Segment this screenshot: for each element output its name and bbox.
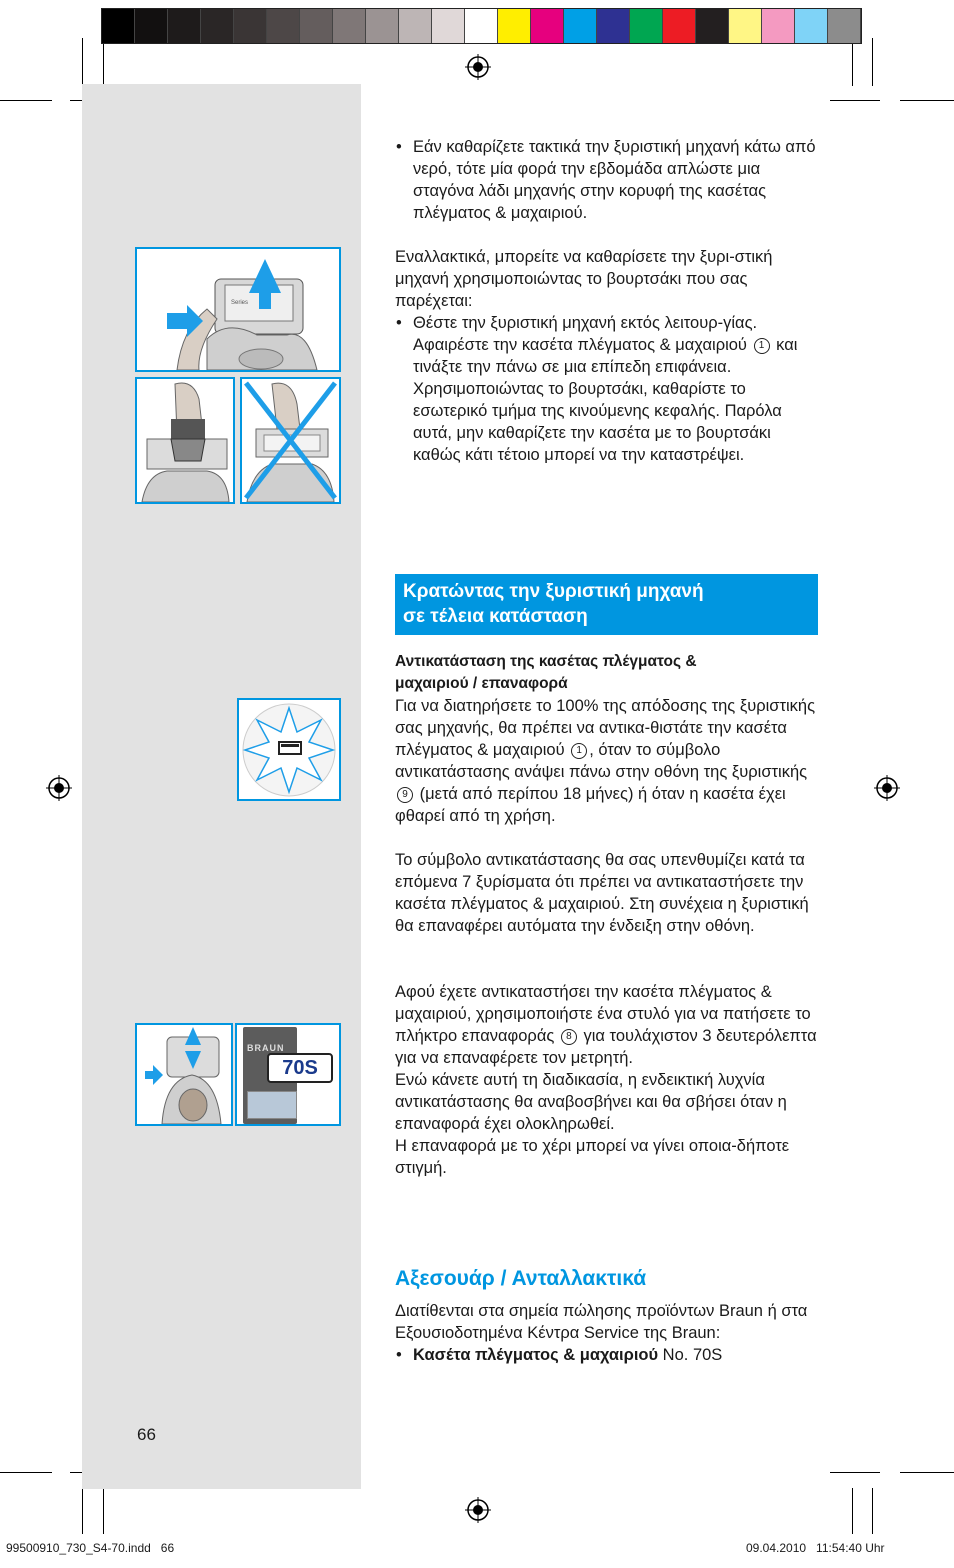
reference-number: 1 bbox=[571, 743, 587, 759]
color-swatch bbox=[300, 9, 333, 43]
series-label: Series bbox=[231, 300, 249, 306]
registration-mark-icon bbox=[46, 775, 72, 801]
footer-timestamp: 09.04.2010 11:54:40 Uhr bbox=[746, 1541, 885, 1555]
crop-mark bbox=[0, 100, 52, 101]
paragraph: Εναλλακτικά, μπορείτε να καθαρίσετε την ξυρι-στική μηχανή χρησιμοποιώντας το βουρτσάκι που σας παρέχεται: bbox=[395, 248, 773, 310]
list-item bbox=[395, 1344, 818, 1366]
list-item bbox=[395, 312, 818, 466]
color-swatch bbox=[564, 9, 597, 43]
color-swatch bbox=[531, 9, 564, 43]
subheading-line: μαχαιριού / επαναφορά bbox=[395, 675, 568, 692]
text: (μετά από περίπου 18 μήνες) ή όταν η κασέτα έχει φθαρεί από τη χρήση. bbox=[395, 785, 786, 825]
reference-number: 1 bbox=[754, 338, 770, 354]
figure-replacement-symbol bbox=[237, 698, 341, 801]
color-swatch bbox=[828, 9, 861, 43]
list-item: • Εάν καθαρίζετε τακτικά την ξυριστική μηχανή κάτω από νερό, τότε μία φορά την εβδομάδα απλώστε μια σταγόνα λάδι μηχανής στην κορυφή της κασέτας πλέγματος & μαχαιριού. bbox=[395, 136, 818, 224]
color-swatch bbox=[201, 9, 234, 43]
crop-mark bbox=[82, 1488, 83, 1534]
crop-mark bbox=[852, 38, 853, 86]
text: Για να διατηρήσετε το 100% της απόδοσης της ξυριστικής σας μηχανής, θα πρέπει να αντικα-θιστάτε την κασέτα πλέγματος & μαχαιριού bbox=[395, 697, 816, 759]
crop-mark bbox=[103, 1488, 104, 1534]
item-number: No. 70S bbox=[658, 1346, 723, 1364]
print-color-bar bbox=[101, 8, 862, 44]
registration-mark-icon bbox=[465, 1497, 491, 1523]
brush-illustration-icon bbox=[137, 379, 233, 502]
figure-do-not-brush bbox=[240, 377, 341, 504]
color-swatch bbox=[729, 9, 762, 43]
crop-mark bbox=[103, 38, 104, 86]
accessories-block bbox=[395, 1300, 818, 1366]
color-swatch bbox=[102, 9, 135, 43]
text: Θέστε την ξυριστική μηχανή εκτός λειτουρ-γίας. Αφαιρέστε την κασέτα πλέγματος & μαχαιριού bbox=[413, 314, 758, 354]
footer-file-info: 99500910_730_S4-70.indd 66 bbox=[6, 1541, 175, 1555]
figure-remove-cassette bbox=[135, 247, 341, 372]
figure-brush-cleaning bbox=[135, 377, 235, 504]
brand-logo: BRAUN bbox=[247, 1043, 285, 1053]
intro-block bbox=[395, 136, 818, 466]
color-swatch bbox=[795, 9, 828, 43]
reference-number: 9 bbox=[397, 787, 413, 803]
subheading bbox=[395, 651, 818, 695]
package-label: 70S bbox=[267, 1053, 333, 1083]
color-swatch bbox=[399, 9, 432, 43]
color-swatch bbox=[465, 9, 498, 43]
replacement-symbol-icon bbox=[239, 700, 339, 799]
paragraph: Η επαναφορά με το χέρι μπορεί να γίνει οποια-δήποτε στιγμή. bbox=[395, 1137, 790, 1177]
crop-mark bbox=[830, 100, 880, 101]
shaver-illustration-icon bbox=[137, 249, 339, 370]
color-swatch bbox=[267, 9, 300, 43]
color-swatch bbox=[168, 9, 201, 43]
section-heading bbox=[395, 574, 818, 635]
crop-mark bbox=[0, 1472, 52, 1473]
arrow-right-icon bbox=[145, 1065, 163, 1085]
color-swatch bbox=[498, 9, 531, 43]
section-title-line: σε τέλεια κατάσταση bbox=[403, 606, 588, 627]
section-title-line: Κρατώντας την ξυριστική μηχανή bbox=[403, 581, 704, 602]
color-swatch bbox=[630, 9, 663, 43]
text: για τουλάχιστον 3 δευτερόλεπτα για να επαναφέρετε τον μετρητή. bbox=[395, 1027, 817, 1067]
reference-number: 8 bbox=[561, 1029, 577, 1045]
crop-mark bbox=[830, 1472, 880, 1473]
text: και τινάξτε την πάνω σε μια επίπεδη επιφάνεια. Χρησιμοποιώντας το βουρτσάκι, καθαρίστε το εσωτερικό τμήμα της κινούμενης κεφαλής. Παρόλα αυτά, μην καθαρίζετε την κασέτα με το βουρτσάκι καθώς κάτι τέτοιο μπορεί να την καταστρέψει. bbox=[413, 336, 798, 464]
crop-mark bbox=[82, 38, 83, 86]
page-number: 66 bbox=[137, 1425, 156, 1444]
color-swatch bbox=[597, 9, 630, 43]
color-swatch bbox=[762, 9, 795, 43]
crop-mark bbox=[852, 1488, 853, 1534]
paragraph bbox=[395, 981, 818, 1069]
subheading-line: Αντικατάσταση της κασέτας πλέγματος & bbox=[395, 653, 697, 670]
color-swatch bbox=[333, 9, 366, 43]
color-swatch bbox=[366, 9, 399, 43]
crop-mark bbox=[900, 100, 954, 101]
crop-mark bbox=[872, 1488, 873, 1534]
accessories-title: Αξεσουάρ / Ανταλλακτικά bbox=[395, 1267, 647, 1290]
registration-mark-icon bbox=[874, 775, 900, 801]
reset-illustration-icon bbox=[137, 1025, 231, 1124]
color-swatch bbox=[135, 9, 168, 43]
paragraph: Ενώ κάνετε αυτή τη διαδικασία, η ενδεικτική λυχνία αντικατάστασης θα αναβοσβήνει και θα σβήσει όταν η επαναφορά έχει ολοκληρωθεί. bbox=[395, 1071, 787, 1133]
registration-mark-icon bbox=[465, 54, 491, 80]
color-swatch bbox=[696, 9, 729, 43]
color-swatch bbox=[432, 9, 465, 43]
crossed-out-icon bbox=[242, 379, 339, 502]
color-swatch bbox=[234, 9, 267, 43]
figure-reset-button bbox=[135, 1023, 233, 1126]
paragraph: Το σύμβολο αντικατάστασης θα σας υπενθυμίζει κατά τα επόμενα 7 ξυρίσματα ότι πρέπει να αντικαταστήσετε την κασέτα πλέγματος & μαχαιριού. Στη συνέχεια η ξυριστική θα επαναφέρει αυτόματα την ένδειξη στην οθόνη. bbox=[395, 851, 809, 935]
paragraph bbox=[395, 695, 818, 827]
paragraph: Διατίθενται στα σημεία πώλησης προϊόντων Braun ή στα Εξουσιοδοτημένα Κέντρα Service της Braun: bbox=[395, 1302, 808, 1342]
figure-70s-package bbox=[235, 1023, 341, 1126]
text: , όταν το σύμβολο αντικατάστασης ανάψει πάνω στην οθόνη της ξυριστικής bbox=[395, 741, 808, 781]
crop-mark bbox=[872, 38, 873, 86]
item-name: Κασέτα πλέγματος & μαχαιριού bbox=[413, 1346, 659, 1364]
color-swatch bbox=[663, 9, 696, 43]
arrow-up-icon bbox=[185, 1027, 201, 1045]
crop-mark bbox=[900, 1472, 954, 1473]
replacement-block bbox=[395, 651, 818, 1179]
text: Αφού έχετε αντικαταστήσει την κασέτα πλέγματος & μαχαιριού, χρησιμοποιήστε ένα στυλό για να πατήσετε το πλήκτρο επαναφοράς bbox=[395, 983, 811, 1045]
